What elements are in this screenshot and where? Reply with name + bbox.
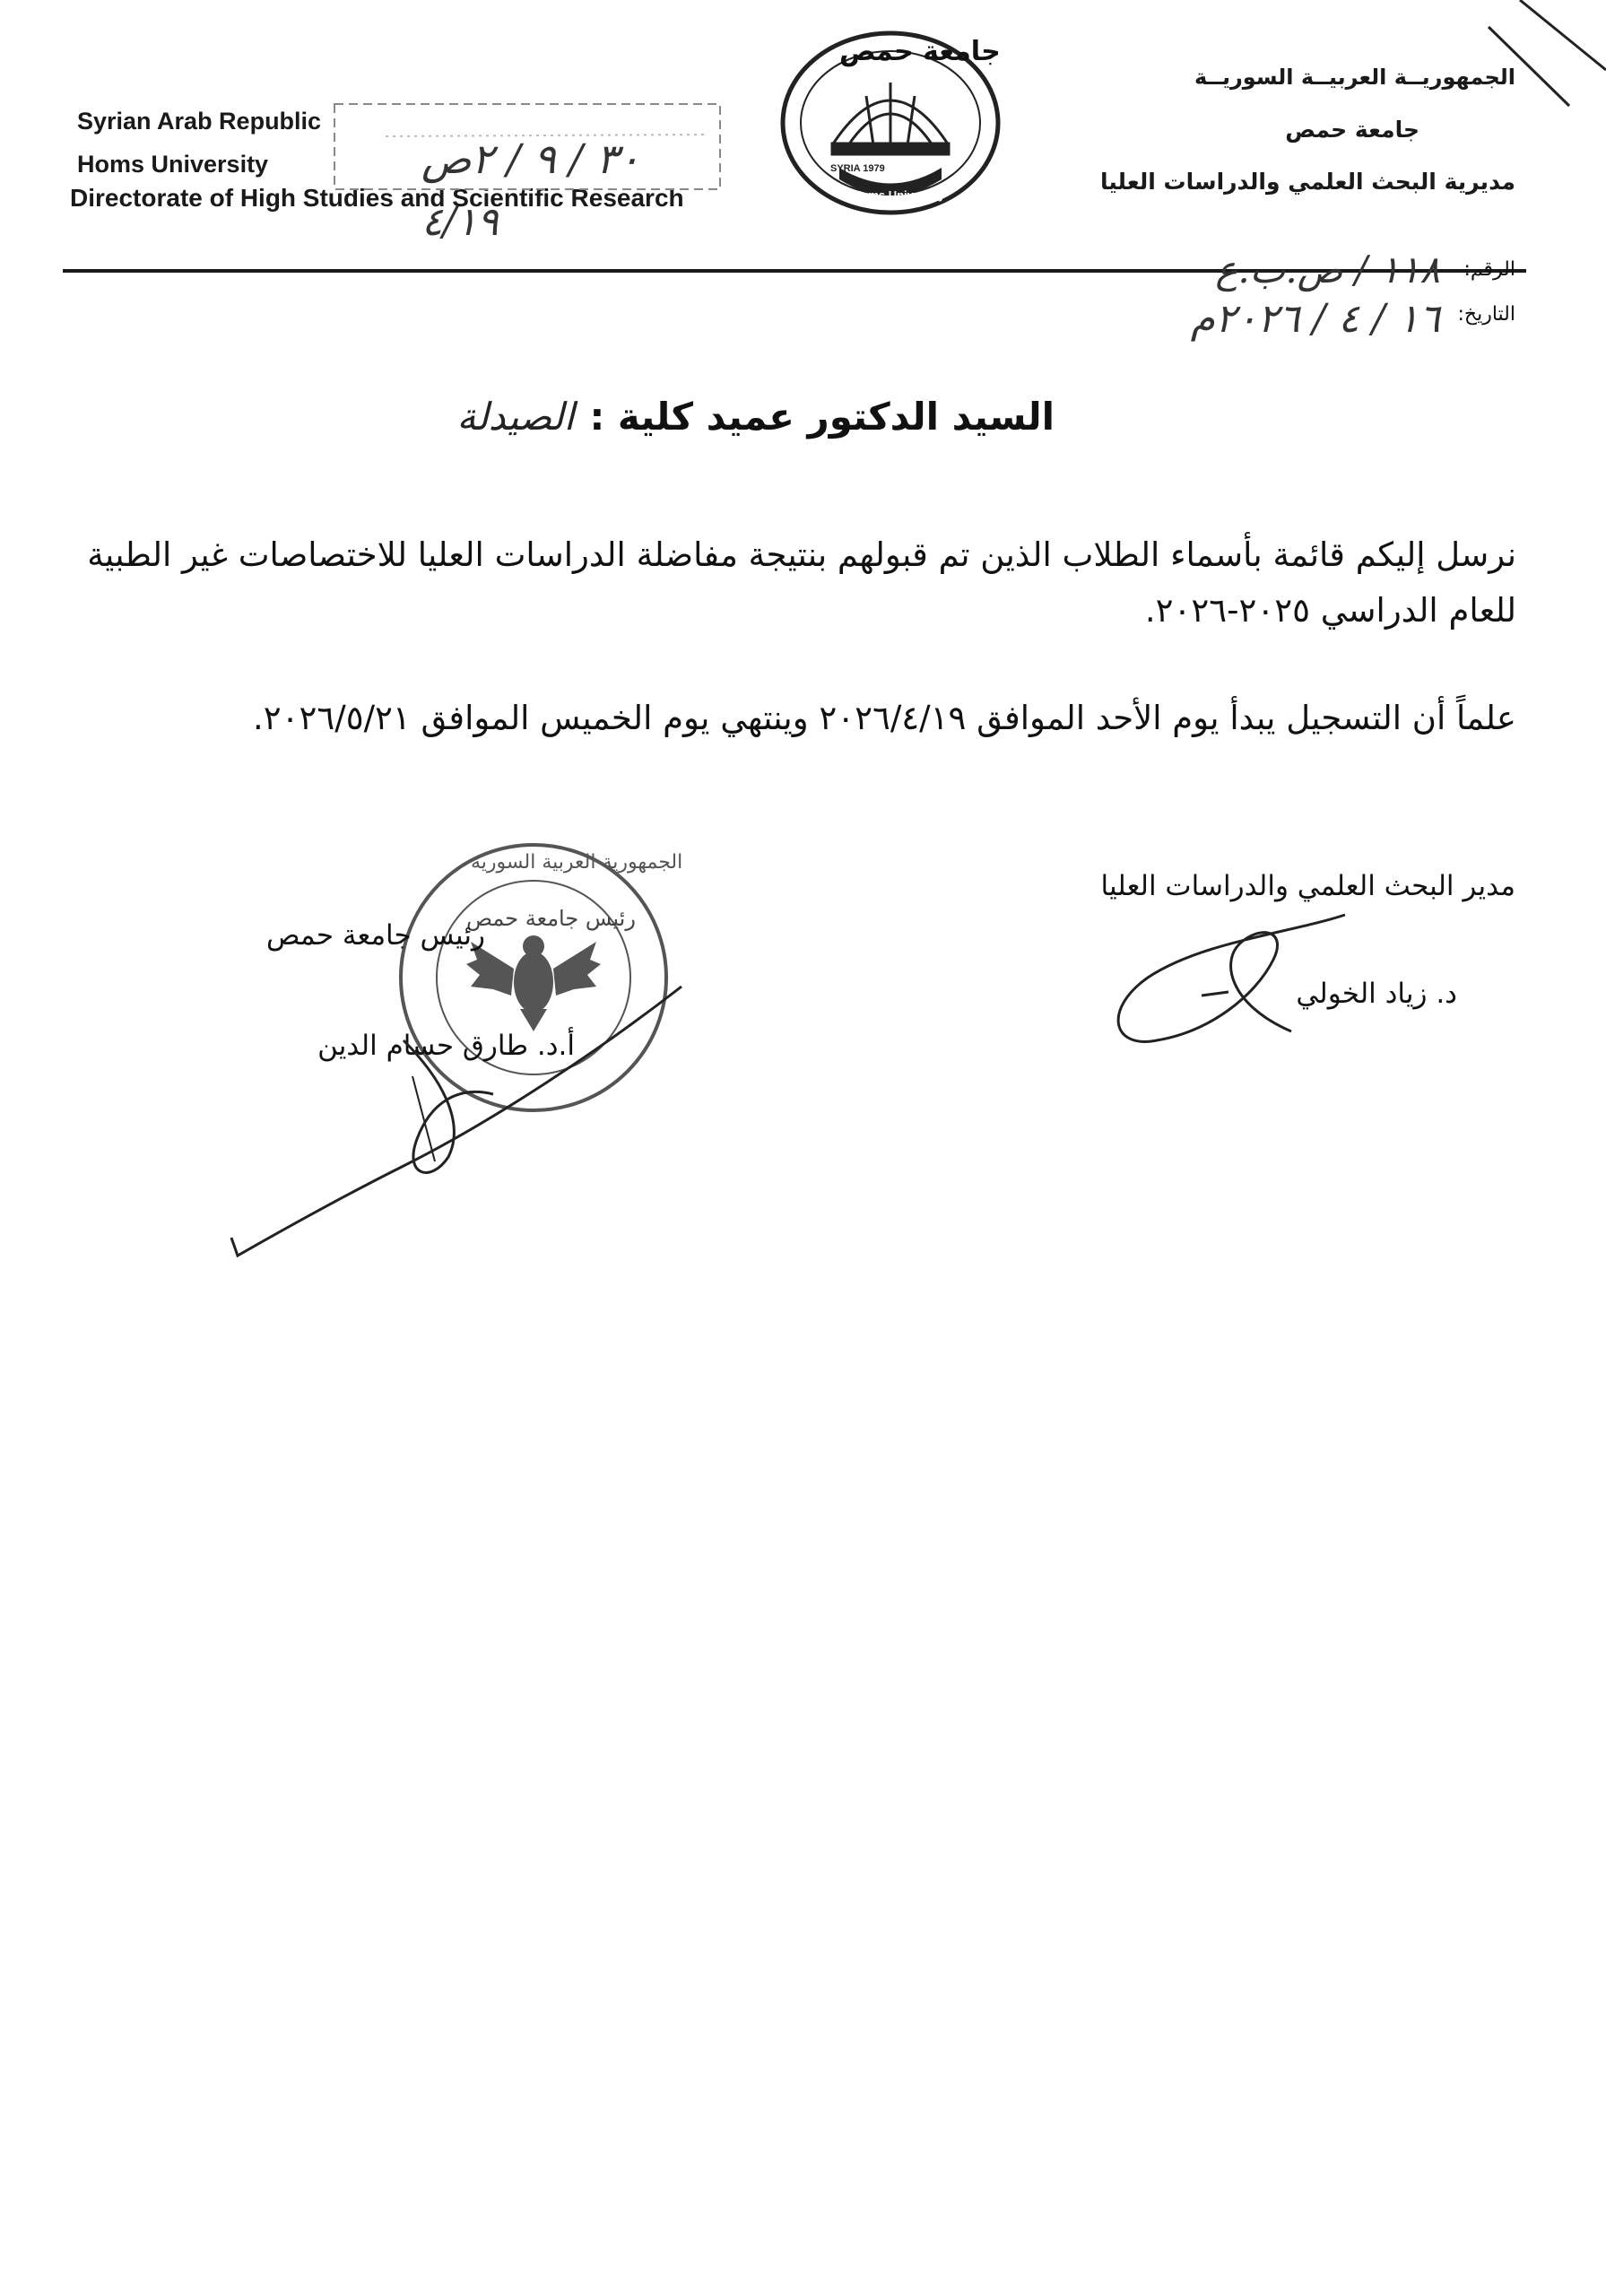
reference-number-label: الرقم: — [1463, 258, 1515, 281]
university-logo — [777, 20, 1004, 217]
seal-inner-text: رئيس جامعة حمص — [466, 906, 636, 931]
corner-strokes — [1471, 0, 1606, 108]
addressee-handwritten: الصيدلة — [456, 395, 575, 439]
header-arabic-line2: جامعة حمص — [1285, 117, 1419, 143]
left-signatory-name: أ.د. طارق حسام الدين — [317, 1030, 575, 1062]
header-arabic-line3: مديرية البحث العلمي والدراسات العليا — [1099, 169, 1515, 195]
right-signatory-title: مدير البحث العلمي والدراسات العليا — [1100, 870, 1515, 902]
right-signature — [1094, 906, 1354, 1058]
addressee-printed: السيد الدكتور عميد كلية : — [589, 395, 1055, 439]
right-signatory-name: د. زياد الخولي — [1296, 978, 1457, 1010]
header-english-line2: Homs University — [77, 151, 269, 178]
logo-english-name: Homs University — [853, 188, 945, 202]
body-paragraph-1: نرسل إليكم قائمة بأسماء الطلاب الذين تم قبولهم بنتيجة مفاضلة الدراسات العليا للاختصاصات غير الطبية للعام الدراسي ٢٠٢٥-٢٠٢٦. — [87, 535, 1516, 630]
body-paragraph-2: علماً أن التسجيل يبدأ يوم الأحد الموافق ٢٠٢٦/٤/١٩ وينتهي يوم الخميس الموافق ٢٠٢٦/٥/٢١. — [252, 699, 1516, 737]
logo-arc-text: جامعة حمص — [839, 36, 1001, 67]
left-signatory-title: رئيس جامعة حمص — [265, 919, 485, 952]
header-arabic-line1: الجمهوريــة العربيــة السوريــة — [1194, 65, 1515, 90]
left-signature — [224, 969, 690, 1265]
seal-outer-text: الجمهورية العربية السورية — [471, 851, 683, 874]
reference-date-value: ١٦ / ٤ / ٢٠٢٦م — [1190, 296, 1440, 342]
addressee-line — [456, 395, 1055, 439]
reference-number-value: ١١٨ / ص.ب.ع — [1215, 248, 1440, 291]
header-english-line1: Syrian Arab Republic — [77, 108, 322, 135]
header-english-line3: Directorate of High Studies and Scientific Research — [70, 184, 684, 212]
reference-date-label: التاريخ: — [1457, 303, 1515, 326]
registry-date-handwriting: ٤/١٩ — [421, 199, 499, 245]
registry-number-handwriting: ٣٠ / ٩ / ٢ص — [421, 135, 640, 183]
logo-founded-text: SYRIA 1979 — [830, 163, 885, 174]
